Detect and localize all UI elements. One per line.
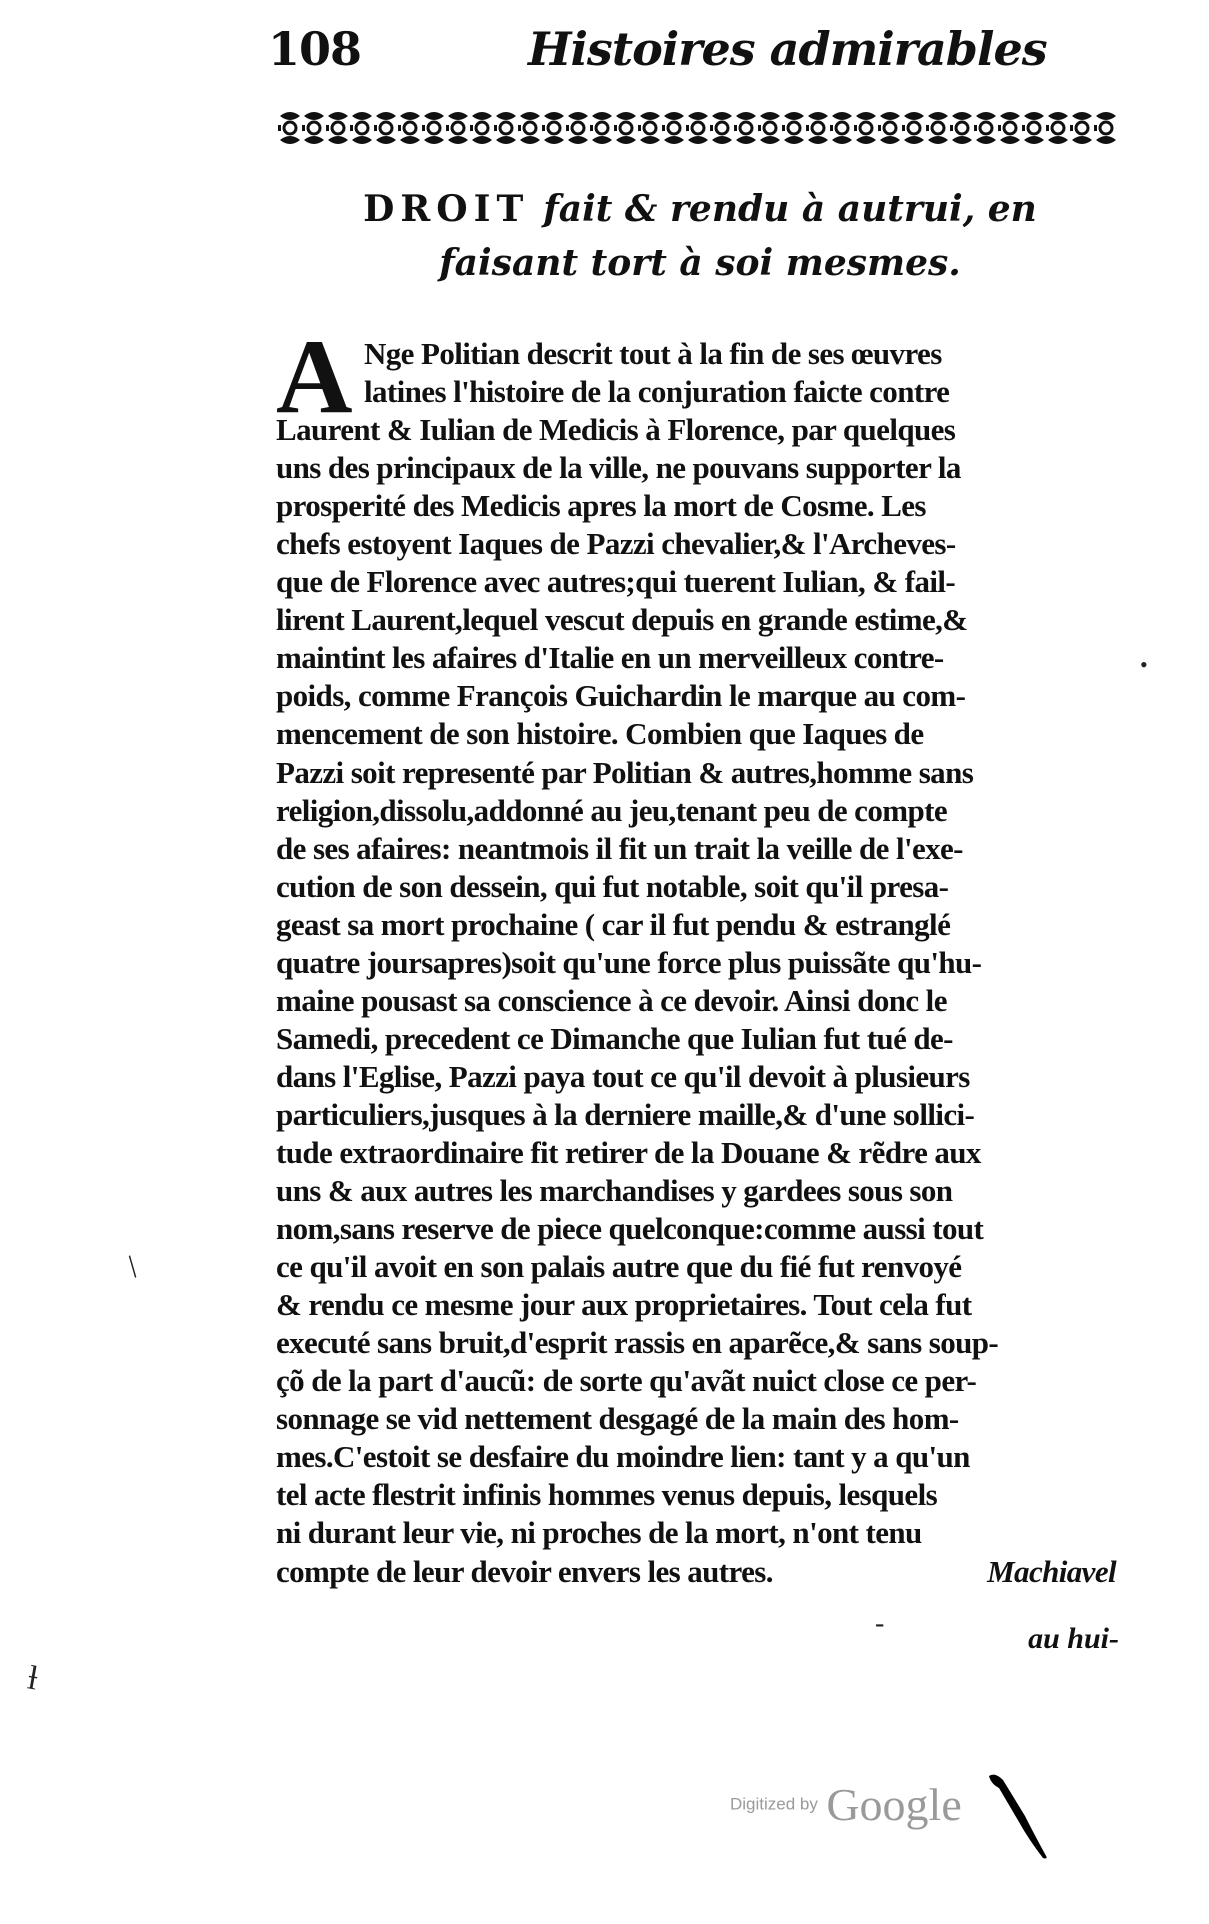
text-line: Pazzi soit representé par Politian & autres,homme sans — [276, 754, 974, 790]
text-line: cution de son dessein, qui fut notable, soit qu'il presa- — [276, 868, 949, 904]
text-line: chefs estoyent Iaques de Pazzi chevalier,& l'Archeves- — [276, 526, 956, 562]
section-title-line2: faisant tort à soi mesmes. — [439, 242, 961, 284]
text-line: lirent Laurent,lequel vescut depuis en grande estime,& — [276, 602, 968, 638]
ornament-band — [278, 108, 1118, 148]
drop-cap: A — [276, 318, 353, 435]
catchword: au hui- — [1028, 1622, 1119, 1655]
text-line: particuliers,jusques à la derniere maille,& d'une sollici- — [276, 1096, 975, 1132]
stray-mark: ƚ — [24, 1659, 41, 1698]
text-line: ni durant leur vie, ni proches de la mort, n'ont tenu — [276, 1515, 922, 1551]
text-line: latines l'histoire de la conjuration faicte contre — [364, 374, 950, 410]
text-line: maine pousast sa conscience à ce devoir. Ainsi donc le — [276, 982, 947, 1018]
last-text-line: compte de leur devoir envers les autres. — [276, 1553, 773, 1589]
stray-mark: - — [875, 1608, 885, 1639]
scan-smudge-mark — [985, 1770, 1055, 1860]
text-line: mes.C'estoit se desfaire du moindre lien: tant y a qu'un — [276, 1439, 970, 1475]
text-line: maintint les afaires d'Italie en un merveilleux contre- — [276, 640, 944, 676]
page-number: 108 — [268, 22, 362, 76]
margin-note: Machiavel — [987, 1553, 1116, 1589]
text-line: prosperité des Medicis apres la mort de Cosme. Les — [276, 488, 926, 524]
text-line: geast sa mort prochaine ( car il fut pendu & estranglé — [276, 906, 951, 942]
text-line: nom,sans reserve de piece quelconque:comme aussi tout — [276, 1211, 984, 1247]
text-line: & rendu ce mesme jour aux proprietaires. Tout cela fut — [276, 1287, 972, 1323]
body-text — [276, 335, 1116, 1591]
page-header — [268, 22, 1128, 92]
text-line: çõ de la part d'aucũ: de sorte qu'avãt nuict close ce per- — [276, 1363, 977, 1399]
text-line: dans l'Eglise, Pazzi paya tout ce qu'il devoit à plusieurs — [276, 1058, 970, 1094]
text-line: uns des principaux de la ville, ne pouvans supporter la — [276, 450, 961, 486]
stray-mark: / — [118, 1248, 147, 1284]
stray-mark: • — [1140, 652, 1148, 677]
text-line: uns & aux autres les marchandises y gardees sous son — [276, 1173, 953, 1209]
running-title: Histoires admirables — [528, 22, 1047, 76]
text-line: quatre joursapres)soit qu'une force plus puissãte qu'hu- — [276, 944, 982, 980]
section-title-caps: DROIT — [363, 188, 530, 230]
watermark-brand: Google — [826, 1779, 962, 1830]
text-line: poids, comme François Guichardin le marque au com- — [276, 678, 966, 714]
text-line: Laurent & Iulian de Medicis à Florence, par quelques — [276, 412, 956, 448]
text-line: sonnage se vid nettement desgagé de la main des hom- — [276, 1401, 959, 1437]
text-line: tel acte flestrit infinis hommes venus depuis, lesquels — [276, 1477, 938, 1513]
text-line: Nge Politian descrit tout à la fin de ses œuvres — [364, 336, 942, 371]
text-line: tude extraordinaire fit retirer de la Douane & rẽdre aux — [276, 1134, 981, 1170]
text-line: que de Florence avec autres;qui tuerent Iulian, & fail- — [276, 564, 956, 600]
text-line: de ses afaires: neantmois il fit un trait la veille de l'exe- — [276, 830, 963, 866]
text-line — [276, 1553, 1116, 1591]
text-line: religion,dissolu,addonné au jeu,tenant peu de compte — [276, 792, 947, 828]
text-line: mencement de son histoire. Combien que Iaques de — [276, 716, 924, 752]
text-line: executé sans bruit,d'esprit rassis en aparẽce,& sans soup- — [276, 1325, 999, 1361]
section-title — [280, 182, 1120, 290]
text-line: ce qu'il avoit en son palais autre que du fié fut renvoyé — [276, 1249, 962, 1285]
text-line: Samedi, precedent ce Dimanche que Iulian fut tué de- — [276, 1020, 953, 1056]
section-title-line1: fait & rendu à autrui, en — [543, 188, 1037, 230]
watermark-prefix: Digitized by — [730, 1794, 818, 1814]
digitized-watermark — [730, 1778, 962, 1831]
